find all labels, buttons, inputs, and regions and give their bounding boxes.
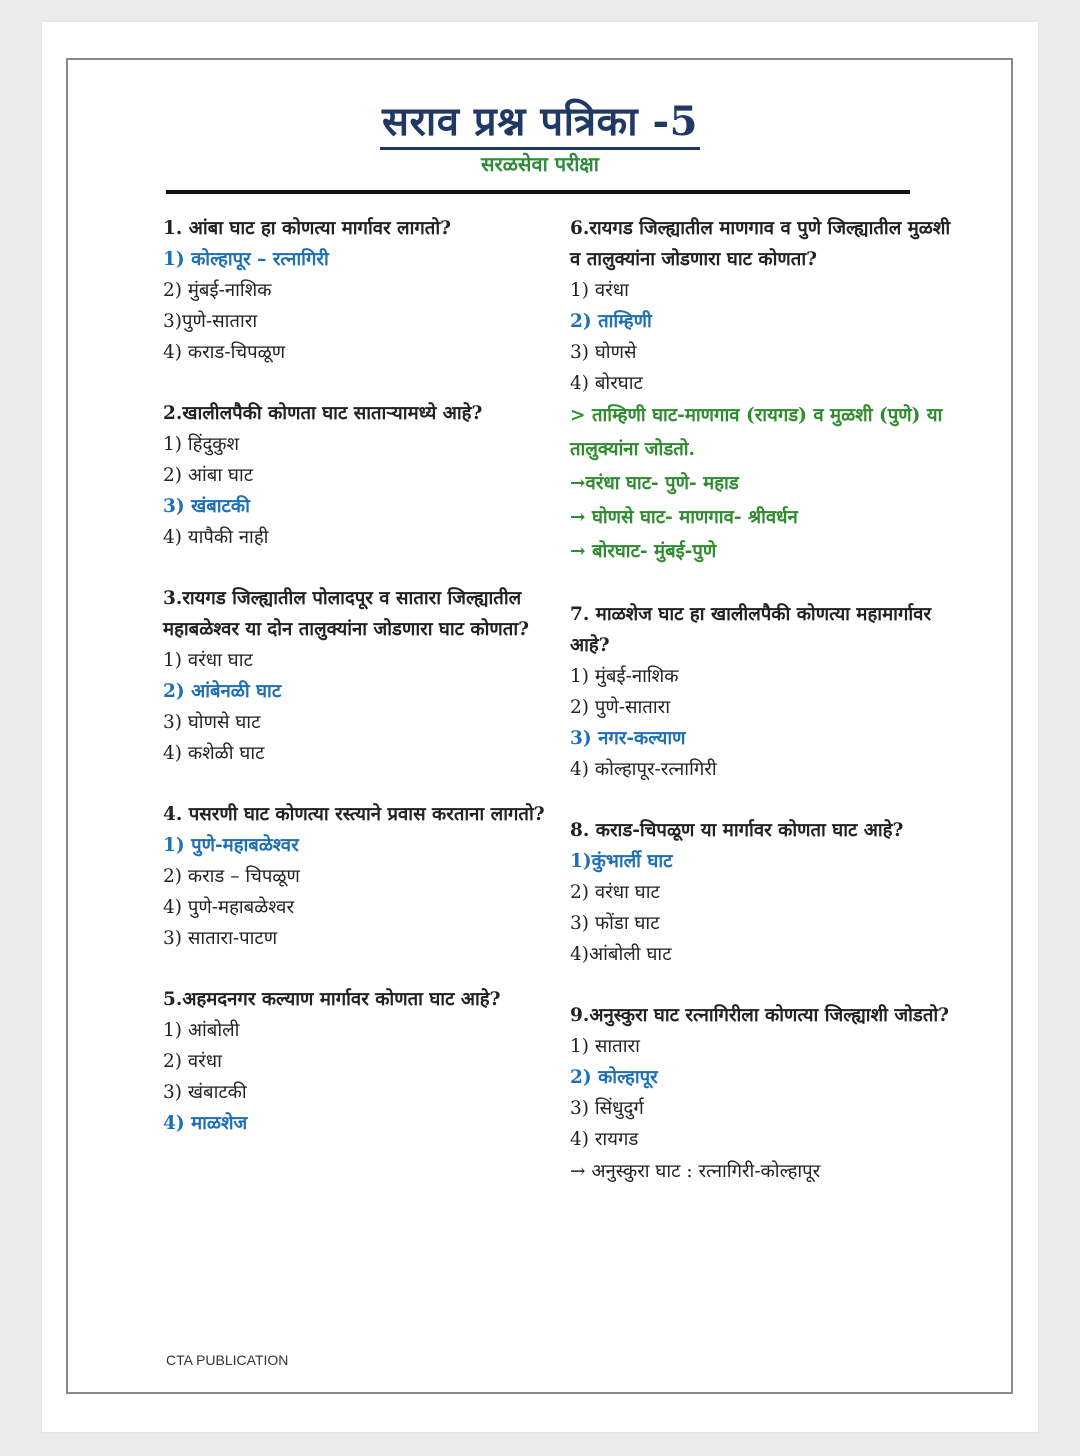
- publisher-footer: CTA PUBLICATION: [166, 1352, 289, 1368]
- question-text: 6.रायगड जिल्ह्यातील माणगाव व पुणे जिल्ह्यातील मुळशी व तालुक्यांना जोडणारा घाट कोणता?: [570, 218, 951, 270]
- option: 4) कोल्हापूर-रत्नागिरी: [570, 759, 717, 780]
- answer-option: 2) कोल्हापूर: [570, 1067, 658, 1088]
- page-title: सराव प्रश्न पत्रिका -5: [380, 98, 700, 150]
- question-text: 4. पसरणी घाट कोणत्या रस्त्याने प्रवास करताना लागतो?: [163, 804, 545, 825]
- option: 3)पुणे-सातारा: [163, 311, 258, 332]
- option: 2) पुणे-सातारा: [570, 697, 670, 718]
- option: 4) पुणे-महाबळेश्वर: [163, 897, 295, 918]
- option: 3) घोणसे: [570, 342, 637, 363]
- question-block: [570, 1000, 965, 1189]
- answer-option: 3) नगर-कल्याण: [570, 728, 686, 749]
- question-block: [163, 583, 558, 769]
- title-divider: [166, 190, 910, 194]
- option: 1) वरंधा: [570, 280, 629, 301]
- option: 1) हिंदुकुश: [163, 434, 240, 455]
- option: 3) फोंडा घाट: [570, 913, 660, 934]
- question-text: 5.अहमदनगर कल्याण मार्गावर कोणता घाट आहे?: [163, 989, 501, 1010]
- option: 4) कराड-चिपळूण: [163, 342, 286, 363]
- option: 4)आंबोली घाट: [570, 944, 672, 965]
- question-block: [570, 815, 965, 970]
- option: 4) यापैकी नाही: [163, 527, 269, 548]
- question-block: [163, 213, 558, 368]
- right-column: [570, 213, 965, 1219]
- question-block: [163, 398, 558, 553]
- question-text: 1. आंबा घाट हा कोणत्या मार्गावर लागतो?: [163, 218, 451, 239]
- question-text: 2.खालीलपैकी कोणता घाट साताऱ्यामध्ये आहे?: [163, 403, 483, 424]
- option: 2) आंबा घाट: [163, 465, 254, 486]
- question-text: 7. माळशेज घाट हा खालीलपैकी कोणत्या महामार्गावर आहे?: [570, 604, 932, 656]
- question-block: [570, 213, 965, 569]
- answer-option: 2) ताम्हिणी: [570, 311, 652, 332]
- left-column: [163, 213, 558, 1169]
- explanation-note: → बोरघाट- मुंबई-पुणे: [570, 541, 717, 562]
- option: 4) बोरघाट: [570, 373, 643, 394]
- explanation-note: > ताम्हिणी घाट-माणगाव (रायगड) व मुळशी (पुणे) या तालुक्यांना जोडतो.: [570, 405, 943, 460]
- question-text: 3.रायगड जिल्ह्यातील पोलादपूर व सातारा जिल्ह्यातील महाबळेश्वर या दोन तालुक्यांना जोडणारा घाट कोणता?: [163, 588, 529, 640]
- option: 3) सातारा-पाटण: [163, 928, 278, 949]
- question-block: [570, 599, 965, 785]
- answer-option: 1) पुणे-महाबळेश्वर: [163, 835, 299, 856]
- option: 1) मुंबई-नाशिक: [570, 666, 679, 687]
- option: 1) सातारा: [570, 1036, 640, 1057]
- question-text: 8. कराड-चिपळूण या मार्गावर कोणता घाट आहे?: [570, 820, 904, 841]
- answer-option: 1)कुंभार्ली घाट: [570, 851, 673, 872]
- page-title-wrap: [0, 92, 1080, 147]
- option: 2) मुंबई-नाशिक: [163, 280, 272, 301]
- option: 2) वरंधा घाट: [570, 882, 660, 903]
- option: 1) वरंधा घाट: [163, 650, 253, 671]
- answer-option: 3) खंबाटकी: [163, 496, 250, 517]
- option: 4) रायगड: [570, 1129, 639, 1150]
- question-block: [163, 799, 558, 954]
- answer-option: 2) आंबेनळी घाट: [163, 681, 282, 702]
- explanation-note: → अनुस्कुरा घाट : रत्नागिरी-कोल्हापूर: [570, 1161, 821, 1182]
- option: 1) आंबोली: [163, 1020, 240, 1041]
- question-text: 9.अनुस्कुरा घाट रत्नागिरीला कोणत्या जिल्ह्याशी जोडतो?: [570, 1005, 950, 1026]
- option: 3) सिंधुदुर्ग: [570, 1098, 644, 1119]
- option: 3) खंबाटकी: [163, 1082, 247, 1103]
- page-subtitle: सरळसेवा परीक्षा: [481, 152, 599, 176]
- question-block: [163, 984, 558, 1139]
- explanation-note: → घोणसे घाट- माणगाव- श्रीवर्धन: [570, 507, 798, 528]
- option: 4) कशेळी घाट: [163, 743, 265, 764]
- answer-option: 4) माळशेज: [163, 1113, 248, 1134]
- option: 3) घोणसे घाट: [163, 712, 261, 733]
- explanation-note: →वरंधा घाट- पुणे- महाड: [570, 473, 739, 494]
- option: 2) कराड – चिपळूण: [163, 866, 300, 887]
- option: 2) वरंधा: [163, 1051, 222, 1072]
- answer-option: 1) कोल्हापूर – रत्नागिरी: [163, 249, 329, 270]
